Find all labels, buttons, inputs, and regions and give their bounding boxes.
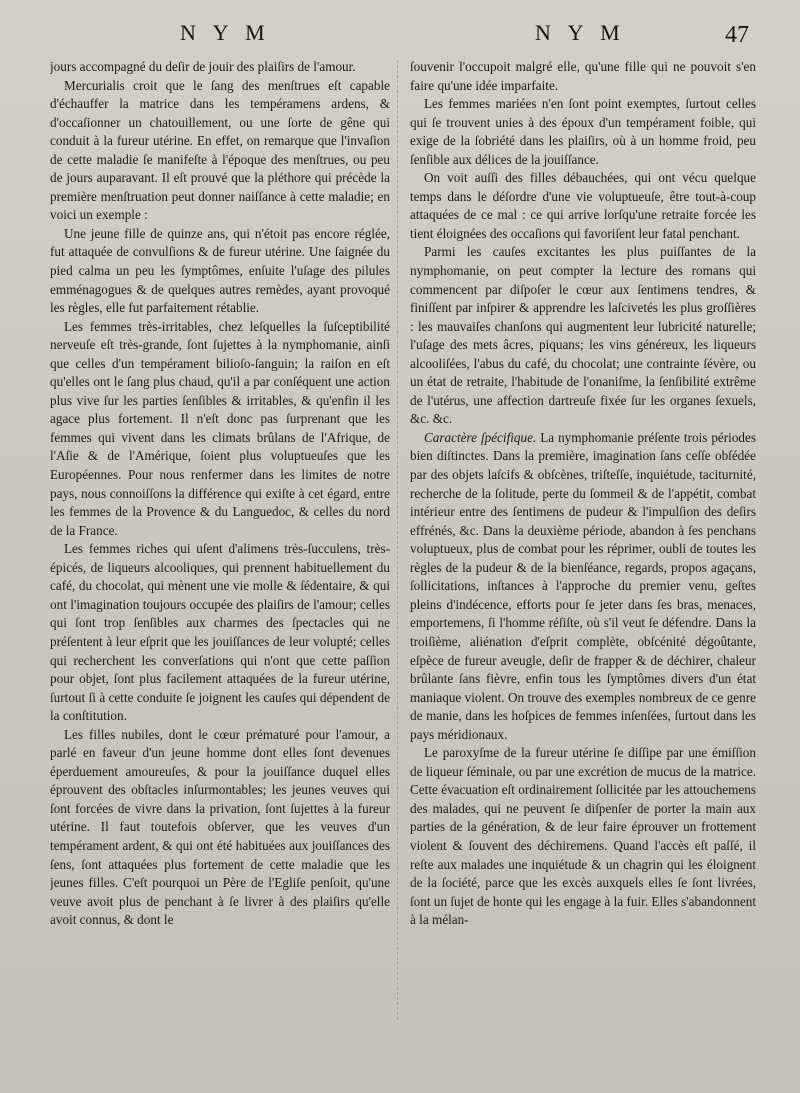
paragraph: Les femmes riches qui uſent d'alimens très-ſucculens, très-épicés, de liqueurs alcooliques, qui prennent habituellement du café, du chocolat, qui mènent une vie molle & ſédentaire, & qui ont l'imagination toujours occupée des plaiſirs de l'amour; celles qui ſont trop ſenſibles aux charmes des ſpectacles qui ne préſentent à leur eſprit que les jouiſſances de leur volupté; celles qui recherchent les converſations qui n'ont que cette paſſion pour objet, ſont plus facilement attaquées de la fureur utérine, ſurtout ſi à cette conduite ſe joignent les cauſes qui dépendent de la conſtitution. — [50, 541, 390, 724]
page-number: 47 — [725, 22, 749, 48]
paragraph-text: Caractère ſpécifique. La nymphomanie préſente trois périodes bien diſtinctes. Dans la première, imagination ſans ceſſe obſédée par des objets laſcifs & obſcènes, triſteſſe, inquiétude, taciturnité, recherche de la ſolitude, perte du ſommeil & de l'appétit, combat intérieur entre des ſentimens de pudeur & l'impulſion des deſirs effrénés, &c. Dans la deuxième période, abandon à ſes penchans voluptueux, plus de combat pour les réprimer, oubli de toutes les règles de la pudeur & de la bienſéance, regards, propos agaçans, ſollicitations, inſtances à l'approche du premier venu, geſtes pleins d'indécence, efforts pour ſe jeter dans ſes bras, menaces, emportemens, ſi l'homme réſiſte, où s'il veut ſe défendre. Dans la troiſième, aliénation d'eſprit complète, obſcénité dégoûtante, eſpèce de fureur aveugle, deſir de frapper & de déchirer, chaleur brûlante ſans fièvre, enfin tous les ſymptômes divers d'un état maniaque violent. On trouve des exemples nombreux de ce genre de manie, dans les hoſpices de femmes inſenſées, ſurtout dans les pays méridionaux. — [410, 429, 756, 742]
running-head-left: N Y M — [180, 20, 271, 45]
paragraph: Le paroxyſme de la fureur utérine ſe diſſipe par une émiſſion de liqueur ſéminale, ou par une excrétion de mucus de la matrice. Cette évacuation eſt ordinairement ſollicitée par les attouchemens des malades, qui ne peuvent ſe diſpenſer de porter la main aux parties de la génération, & de leur faire éprouver un frottement violent & ſouvent des déchiremens. Quand l'accès eſt paſſé, il reſte aux malades une inquiétude & un chagrin qui les éloignent de la ſociété, parce que les excès auxquels elles ſe ſont livrées, ſont un ſujet de honte qui les engage à la fuir. Elles s'abandonnent à la mélan- — [410, 745, 756, 928]
right-column — [410, 58, 756, 1068]
paragraph: jours accompagné du deſir de jouir des plaiſirs de l'amour. — [50, 59, 356, 74]
paragraph: Une jeune fille de quinze ans, qui n'étoit pas encore réglée, fut attaquée de convulſions & de fureur utérine. Une ſaignée du pied calma un peu les ſymptômes, enſuite l'uſage des pilules emménagogues & de quelques autres remèdes, ayant provoqué les règles, elle fut parfaitement rétablie. — [50, 225, 390, 316]
section-lead-italic: Caractère ſpécifique. — [424, 429, 537, 445]
running-header — [0, 20, 800, 52]
running-head-right: N Y M — [535, 20, 626, 45]
paragraph: Parmi les cauſes excitantes les plus puiſſantes de la nymphomanie, on peut compter la lecture des romans qui commencent par diſpoſer le cœur aux ſentimens tendres, & finiſſent par inſpirer & apprendre les laſcivetés les plus groſſières : les mauvaiſes chanſons qui augmentent leur lubricité naturelle; l'uſage des mets âcres, piquans; les vins généreux, les liqueurs alcooliſées, l'abus du café, du chocolat; une contrainte ſévère, ou un état de retraite, l'habitude de l'onaniſme, la ſenſibilité extrême de l'utérus, une affection dartreuſe fixée ſur les organes ſexuels, &c. &c. — [410, 244, 756, 427]
column-gutter — [397, 60, 398, 1020]
paragraph: Les femmes mariées n'en ſont point exemptes, ſurtout celles qui ſe trouvent unies à des époux d'un tempérament foible, qui exige de la ſobriété dans les plaiſirs, où à un homme froid, peu ſenſible aux délices de la jouiſſance. — [410, 96, 756, 167]
paragraph-specific-character — [410, 429, 756, 744]
paragraph: ſouvenir l'occupoit malgré elle, qu'une fille qui ne pouvoit s'en faire qu'une idée imparfaite. — [410, 59, 756, 93]
paragraph: On voit auſſi des filles débauchées, qui ont vécu quelque temps dans le déſordre d'une vie voluptueuſe, être tout-à-coup attaquées de ce mal : ce qui arrive lorſqu'une retraite forcée les tient éloignées des occaſions qui favoriſent leur fatal penchant. — [410, 170, 756, 241]
paragraph: Les femmes très-irritables, chez leſquelles la ſuſceptibilité nerveuſe eſt très-grande, ſont ſujettes à la nymphomanie, ainſi que celles d'un tempérament bilioſo-ſanguin; la raiſon en eſt qu'elles ont le ſang plus chaud, qu'il a par conſéquent une action plus vive ſur les parties ſenſibles & irritables, & qu'enfin il les agace plus fortement. Il n'eſt donc pas ſurprenant que les femmes qui vivent dans les climats brûlans de l'Afrique, de l'Aſie & de l'Amérique, ſoient plus voluptueuſes que les Européennes. Pour nous renfermer dans les limites de notre pays, nous connoiſſons la différence qui exiſte à cet égard, entre les femmes de la Provence & du Languedoc, & celles du nord de la France. — [50, 318, 390, 538]
paragraph: Mercurialis croit que le ſang des menſtrues eſt capable d'échauffer la matrice dans les tempéramens ardens, & d'occaſionner un chatouillement, ou une ſorte de gêne qui conduit à la fureur utérine. En effet, on remarque que l'invaſion de cette maladie ſe manifeſte à l'époque des menſtrues, ou peu de jours auparavant. Il eſt prouvé que la pléthore qui précède la première menſtruation peut donner naiſſance à cette maladie; en voici un exemple : — [50, 77, 390, 223]
left-column — [50, 58, 390, 1068]
paragraph: Les filles nubiles, dont le cœur prématuré pour l'amour, a parlé en faveur d'un jeune homme dont elles ſont devenues éperduement amoureuſes, & pour la jouiſſance duquel elles éprouvent des obſtacles inſurmontables; les jeunes veuves qui ſont forcées de vivre dans la privation, ſont ſujettes à la fureur utérine. Il faut toutefois obſerver, que les veuves d'un tempérament ardent, & qui ont été habituées aux jouiſſances des ſens, ſont attaquées plus fortement de cette maladie que les jeunes filles. C'eſt pourquoi un Père de l'Egliſe penſoit, qu'une veuve avoit plus de penchant à ſe livrer à des plaiſirs qu'elle avoit connus, & dont le — [50, 726, 390, 928]
